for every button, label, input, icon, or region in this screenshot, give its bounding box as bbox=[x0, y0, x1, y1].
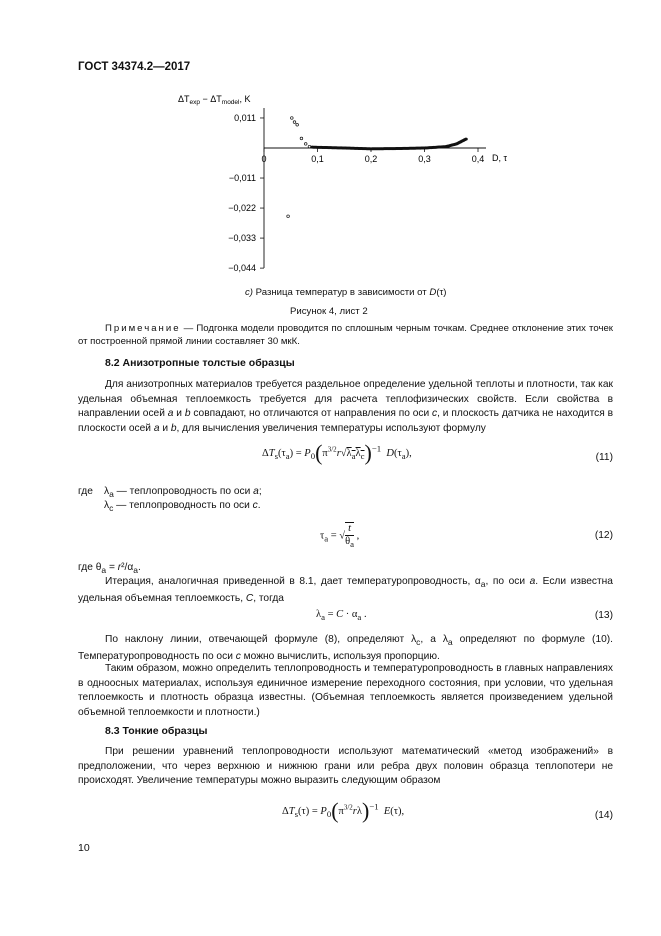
equation-12-number: (12) bbox=[594, 530, 613, 541]
axes bbox=[264, 108, 486, 268]
open-point bbox=[291, 117, 294, 120]
section-8-2-paragraph-3: По наклону линии, отвечающей формуле (8), определяют $\lambda_c$, а $\lambda_a$ определяют по формуле (10). Температуропроводность по оси c можно вычислить, используя пропорцию. bbox=[78, 634, 613, 662]
standard-header: ГОСТ 34374.2—2017 bbox=[78, 61, 191, 73]
section-8-3-paragraph-1: При решении уравнений теплопроводности используют математический «метод изображений» в предположении, что через верхнюю и нижнюю грани или ребра двух половин образца теплопотери не происходят. Увеличение температуры можно выразить следующим образом bbox=[78, 746, 613, 787]
x-tick-label: 0,2 bbox=[364, 154, 378, 164]
equation-13-number: (13) bbox=[594, 610, 613, 621]
figure-caption: c) Разница температур в зависимости от D(τ) bbox=[245, 287, 447, 298]
solid-point bbox=[464, 138, 468, 141]
chart-ylabel: $\Delta T_{exp} - \Delta T_{model}$, K bbox=[178, 94, 251, 106]
page-number: 10 bbox=[78, 842, 90, 854]
open-point bbox=[287, 215, 290, 218]
theta-definition: где $\theta_a = r^2/\alpha_a$. bbox=[78, 562, 141, 576]
y-tick-label: −0,022 bbox=[228, 203, 256, 214]
equation-11-number: (11) bbox=[595, 452, 613, 463]
where-lambda-a: $\lambda_a$ — теплопроводность по оси a; bbox=[104, 486, 262, 500]
section-8-3-heading: 8.3 Тонкие образцы bbox=[105, 725, 208, 737]
equation-13: $\lambda_a = C \cdot \alpha_a$ . bbox=[316, 609, 367, 623]
section-8-2-paragraph-4: Таким образом, можно определить теплопроводность и температуропроводность в главных направлениях в одноосных материалах, используя единичное измерение переходного состояния, при условии, что удельная теплоемкость и плотность образца известны. (Объемная теплоемкость является произведением удельной объемной теплоемкости и плотности.) bbox=[78, 663, 613, 718]
equation-14-number: (14) bbox=[594, 810, 613, 821]
x-tick-label: 0,4 bbox=[471, 154, 485, 164]
figure-note: Примечание — Подгонка модели проводится по сплошным черным точкам. Среднее отклонение этих точек от построенной прямой линии составляет 30 мкК. bbox=[78, 323, 613, 347]
open-point bbox=[308, 145, 311, 148]
y-tick-label: 0,011 bbox=[234, 112, 256, 123]
open-point bbox=[296, 123, 299, 126]
section-8-2-paragraph-2: Итерация, аналогичная приведенной в 8.1, дает температуропроводность, $\alpha_a$, по оси a. Если известна удельная объемная теплоемкость, C, тогда bbox=[78, 576, 613, 604]
equation-11: $\Delta T_s(\tau_a) = P_0(\pi^{3/2}r√\lambda_a\lambda_c)^{-1}$ $D(\tau_a)$, bbox=[262, 440, 412, 465]
open-point bbox=[300, 137, 303, 140]
y-tick-label: −0,033 bbox=[228, 233, 256, 244]
x-tick-label: 0,3 bbox=[418, 154, 431, 164]
open-point bbox=[304, 143, 307, 146]
figure-title: Рисунок 4, лист 2 bbox=[290, 306, 368, 317]
equation-12: $\tau_a$ = √ $\frac{t}{\theta_a}$ , bbox=[320, 523, 360, 550]
where-lambda-c: $\lambda_c$ — теплопроводность по оси c. bbox=[104, 500, 261, 514]
y-tick-label: −0,011 bbox=[228, 173, 256, 184]
difference-chart bbox=[170, 88, 530, 283]
x-tick-label: 0,1 bbox=[311, 154, 324, 164]
section-8-2-paragraph-1: Для анизотропных материалов требуется раздельное определение удельной теплоты и плотности, так как удельная объемная теплоемкость требуется для расчета теплофизических свойств. Если свойства в направлении осей a и b совпадают, но отличаются от направления по оси c, и плоскость датчика не находится в плоскости осей a и b, для вычисления увеличения температуры используют формулу bbox=[78, 379, 613, 434]
y-tick-label: −0,044 bbox=[228, 263, 256, 274]
chart-xlabel: D, τ bbox=[492, 153, 508, 163]
where-label: где bbox=[78, 486, 93, 497]
x-tick-label: 0 bbox=[261, 154, 267, 164]
open-point bbox=[293, 121, 296, 124]
section-8-2-heading: 8.2 Анизотропные толстые образцы bbox=[105, 357, 295, 369]
equation-14: $\Delta T_s(\tau) = P_0(\pi^{3/2}r\lambda)^{-1}$ E(τ), bbox=[282, 798, 405, 823]
